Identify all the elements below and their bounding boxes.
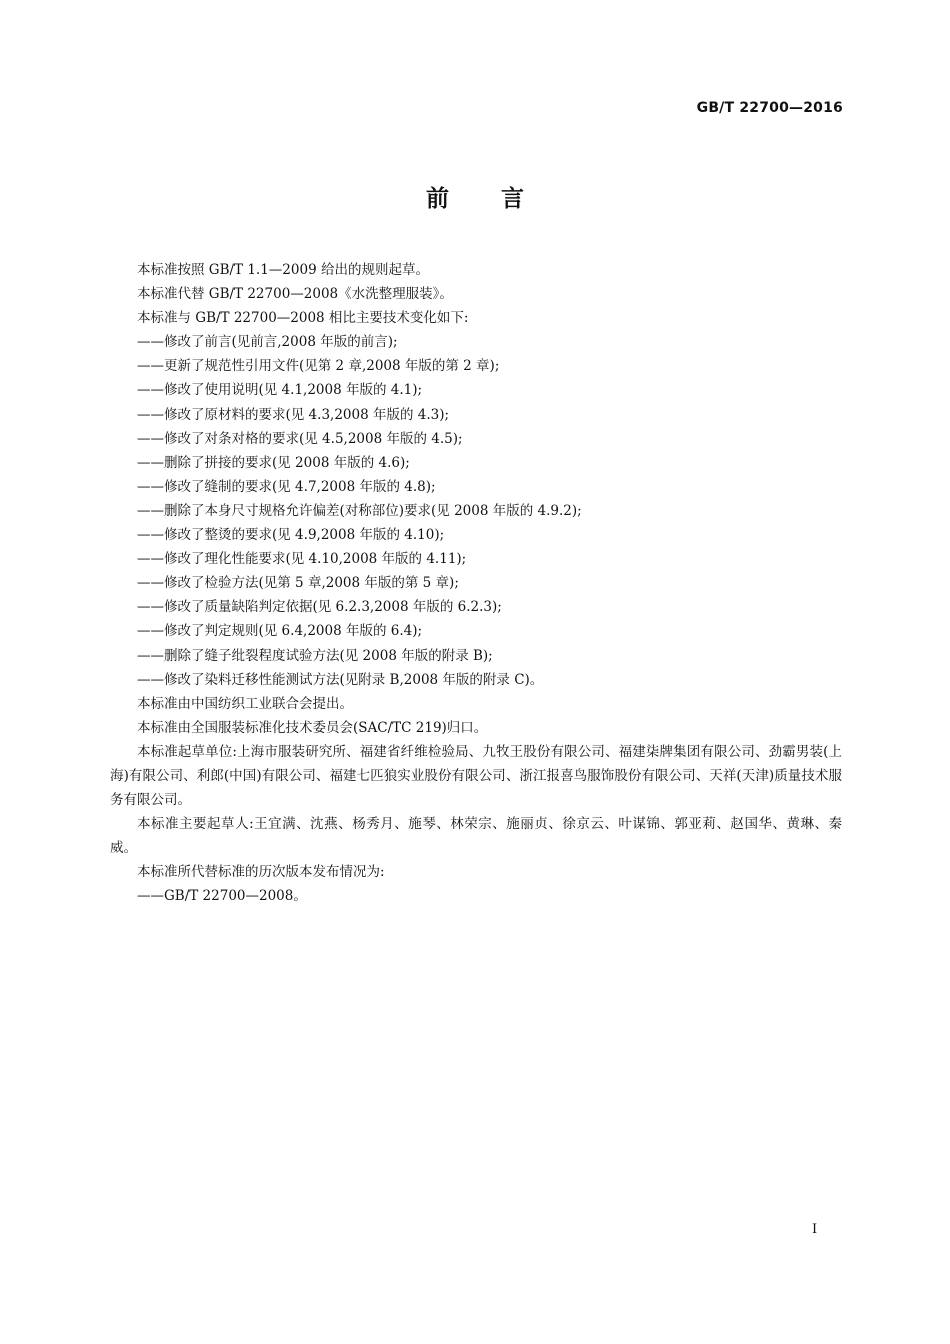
replacement-paragraph: 本标准代替 GB/T 22700—2008《水洗整理服装》。 [137,286,453,303]
change-item: ——修改了前言(见前言,2008 年版的前言); [137,334,398,351]
document-body [110,258,842,909]
change-item: ——修改了质量缺陷判定依据(见 6.2.3,2008 年版的 6.2.3); [137,599,502,616]
change-item: ——更新了规范性引用文件(见第 2 章,2008 年版的第 2 章); [137,358,500,375]
changes-intro-paragraph: 本标准与 GB/T 22700—2008 相比主要技术变化如下: [137,310,469,327]
managed-by-paragraph: 本标准由全国服装标准化技术委员会(SAC/TC 219)归口。 [137,719,488,736]
proposed-by-paragraph: 本标准由中国纺织工业联合会提出。 [137,695,353,712]
change-item: ——修改了检验方法(见第 5 章,2008 年版的第 5 章); [137,575,459,592]
change-item: ——删除了本身尺寸规格允许偏差(对称部位)要求(见 2008 年版的 4.9.2); [137,502,582,519]
change-item: ——删除了缝子纰裂程度试验方法(见 2008 年版的附录 B); [137,647,493,664]
change-item: ——修改了理化性能要求(见 4.10,2008 年版的 4.11); [137,551,467,568]
drafting-rule-paragraph: 本标准按照 GB/T 1.1—2009 给出的规则起草。 [137,262,429,278]
change-item: ——修改了使用说明(见 4.1,2008 年版的 4.1); [137,382,423,399]
change-item: ——修改了原材料的要求(见 4.3,2008 年版的 4.3); [137,406,450,423]
change-item: ——修改了判定规则(见 6.4,2008 年版的 6.4); [137,623,423,640]
change-item: ——修改了染料迁移性能测试方法(见附录 B,2008 年版的附录 C)。 [137,671,544,688]
change-item: ——修改了缝制的要求(见 4.7,2008 年版的 4.8); [137,478,436,495]
drafting-units-paragraph: 本标准起草单位:上海市服装研究所、福建省纤维检验局、九牧王股份有限公司、福建柒牌集团有限公司、劲霸男装(上海)有限公司、利郎(中国)有限公司、福建七匹狼实业股份有限公司、浙江报喜鸟服饰股份有限公司、天祥(天津)质量技术服务有限公司。 [110,743,842,809]
history-item: ——GB/T 22700—2008。 [137,888,307,905]
history-intro-paragraph: 本标准所代替标准的历次版本发布情况为: [137,864,385,881]
changes-list [110,330,842,691]
change-item: ——修改了整烫的要求(见 4.9,2008 年版的 4.10); [137,527,445,544]
page-title: 前言 [426,186,576,212]
change-item: ——修改了对条对格的要求(见 4.5,2008 年版的 4.5); [137,430,463,447]
drafters-paragraph: 本标准主要起草人:王宜满、沈燕、杨秀月、施琴、林荣宗、施丽贞、徐京云、叶谋锦、郭亚莉、赵国华、黄琳、秦威。 [110,816,842,857]
standard-code: GB/T 22700—2016 [696,100,843,116]
change-item: ——删除了拼接的要求(见 2008 年版的 4.6); [137,454,410,471]
page-number: I [812,1222,818,1237]
